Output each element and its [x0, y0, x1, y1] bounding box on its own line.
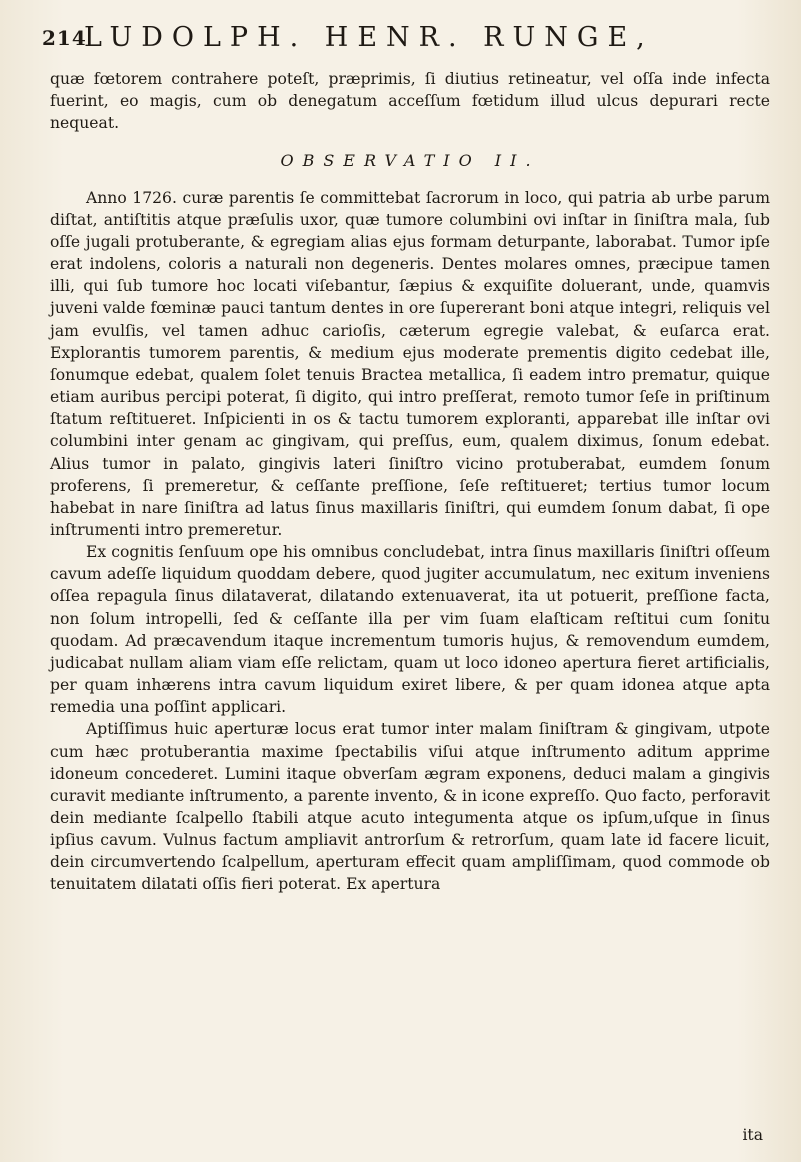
running-head: LUDOLPH. HENR. RUNGE, — [84, 22, 654, 53]
paragraph-continuation: quæ fœtorem contrahere poteſt, præprimis, ſi diutius retineatur, vel oſſa inde infecta fuerint, eo magis, cum ob denegatum acceſſum fœtidum illud ulcus depurari recte nequeat. — [50, 70, 770, 133]
body-text — [50, 68, 770, 896]
paragraph-3: Aptiſſimus huic aperturæ locus erat tumor inter malam ſiniſtram & gingivam, utpote cum hæc protuberantia maxime ſpectabilis viſui atque inſtrumento aditum apprime idoneum concederet. Lumini itaque obverſam ægram exponens, deduci malam a gingivis curavit mediante inſtrumento, a parente invento, & in icone expreſſo. Quo facto, perforavit dein mediante ſcalpello ſtabili atque acuto integumenta atque os ipſum,uſque in ſinus ipſius cavum. Vulnus factum ampliavit antrorſum & retrorſum, quam late id facere licuit, dein circumvertendo ſcalpellum, aperturam effecit quam ampliſſimam, quod commode ob tenuitatem dilatati oſſis fieri poterat. Ex apertura — [50, 720, 770, 894]
catchword: ita — [742, 1126, 763, 1144]
page-number: 214 — [42, 26, 87, 50]
page-header — [42, 20, 772, 60]
paragraph-1: Anno 1726. curæ parentis ſe committebat ſacrorum in loco, qui patria ab urbe parum diſtat, antiſtitis atque præſulis uxor, quæ tumore columbini ovi inſtar in ſiniſtra mala, ſub oſſe jugali protuberante, & egregiam alias ejus formam deturpante, laborabat. Tumor ipſe erat indolens, coloris a naturali non degeneris. Dentes molares omnes, præcipue tamen illi, qui ſub tumore hoc locati viſebantur, ſæpius & exquiſite doluerant, unde, quamvis juveni valde fœminæ pauci tantum dentes in ore ſupererant boni atque integri, reliquis vel jam evulſis, vel tamen adhuc carioſis, cæterum egregie valebat, & euſarca erat. Explorantis tumorem parentis, & medium ejus moderate prementis digito cedebat ille, ſonumque edebat, qualem ſolet tenuis Bractea metallica, ſi eadem intro prematur, quique etiam auribus percipi poterat, ſi digito, qui intro preſſerat, remoto tumor ſeſe in priſtinum ſtatum reſtitueret. Inſpicienti in os & tactu tumorem exploranti, apparebat ille inſtar ovi columbini inter genam ac gingivam, qui preſſus, eum, qualem diximus, ſonum edebat. Alius tumor in palato, gingivis lateri ſiniſtro vicino protuberabat, eumdem ſonum proferens, ſi premeretur, & ceſſante preſſione, ſeſe reſtitueret; tertius tumor locum habebat in nare ſiniſtra ad latus ſinus maxillaris ſiniſtri, qui eumdem ſonum dabat, ſi ope inſtrumenti intro premeretur. — [50, 188, 770, 539]
paragraph-2: Ex cognitis ſenſuum ope his omnibus concludebat, intra ſinus maxillaris ſiniſtri oſſeum cavum adeſſe liquidum quoddam debere, quod jugiter accumulatum, nec exitum inveniens oſſea repagula ſinus dilataverat, dilatando extenuaverat, ita ut potuerit, preſſione facta, non ſolum intropelli, ſed & ceſſante illa per vim ſuam elaſticam reſtitui cum ſonitu quodam. Ad præcavendum itaque incrementum tumoris hujus, & removendum eumdem, judicabat nullam aliam viam eſſe relictam, quam ut loco idoneo apertura fieret artificialis, per quam inhærens intra cavum liquidum exiret libere, & per quam idonea atque apta remedia una poſſint applicari. — [50, 543, 770, 717]
section-title: OBSERVATIO II. — [280, 151, 540, 171]
